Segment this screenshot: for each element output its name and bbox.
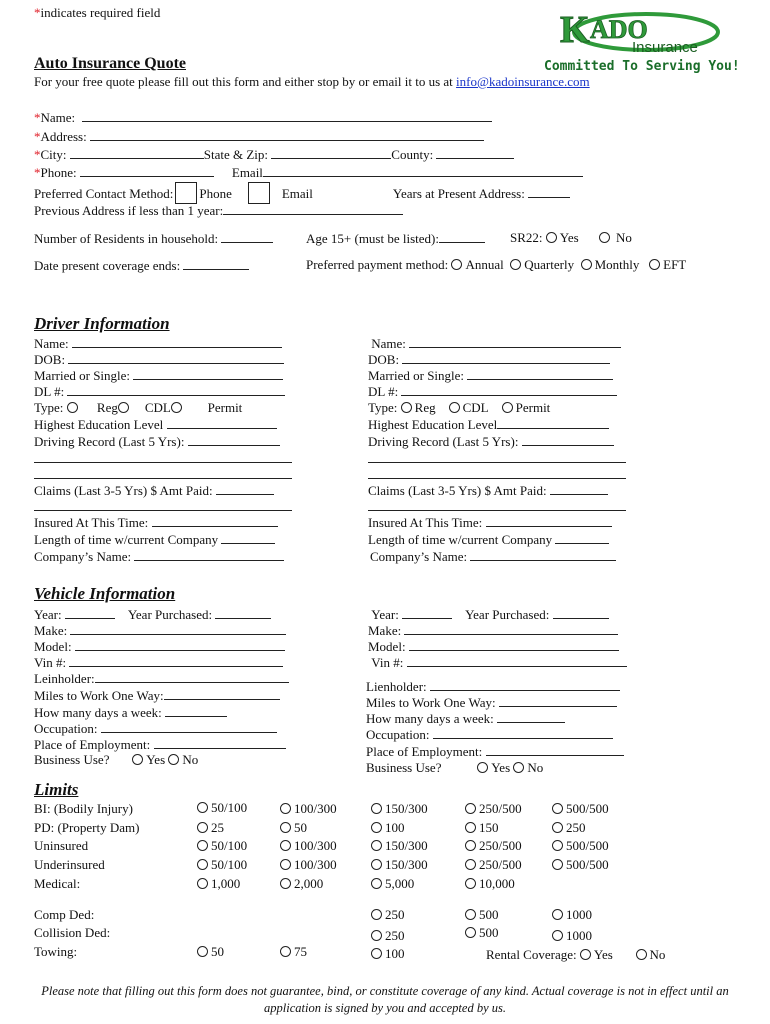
sr22-row: SR22: Yes No [510, 230, 632, 245]
driver2-insured[interactable]: Insured At This Time: [368, 514, 612, 531]
vehicle1-make[interactable]: Make: [34, 622, 286, 639]
vehicle2-lienholder[interactable]: Lienholder: [366, 678, 620, 695]
required-note: *indicates required field [34, 5, 161, 20]
pd-option[interactable]: 150 [465, 820, 499, 836]
medical-label: Medical: [34, 876, 81, 891]
driver2-company[interactable]: Company’s Name: [370, 548, 616, 565]
vehicle1-business: Business Use? Yes No [34, 752, 199, 767]
age15-field[interactable]: Age 15+ (must be listed): [306, 230, 485, 247]
name-field[interactable]: *Name: [34, 109, 492, 126]
driver2-dl[interactable]: DL #: [368, 383, 617, 400]
driver2-name[interactable]: Name: [368, 335, 621, 352]
city-state-zip-county[interactable]: *City: State & Zip: County: [34, 146, 514, 163]
pd-radio[interactable] [371, 822, 382, 833]
underinsured-radio[interactable] [371, 859, 382, 870]
underinsured-option[interactable]: 150/300 [371, 857, 428, 873]
vehicle2-model[interactable]: Model: [368, 638, 619, 655]
phone-email-fields[interactable]: *Phone: Email [34, 164, 583, 181]
quarterly-radio[interactable] [510, 259, 521, 270]
page-title: Auto Insurance Quote [34, 55, 187, 72]
towing-option[interactable]: 75 [280, 944, 307, 960]
monthly-radio[interactable] [581, 259, 592, 270]
underinsured-label: Underinsured [34, 857, 105, 872]
medical-option[interactable]: 5,000 [371, 876, 414, 892]
medical-radio[interactable] [465, 878, 476, 889]
bi-option[interactable]: 250/500 [465, 801, 522, 817]
comp-option[interactable]: 1000 [552, 907, 592, 923]
underinsured-option[interactable]: 50/100 [197, 857, 247, 873]
driver1-reg-radio[interactable] [67, 402, 78, 413]
uninsured-option[interactable]: 50/100 [197, 838, 247, 854]
rental-coverage-row: Rental Coverage: Yes No [486, 947, 666, 962]
vehicle1-lienholder[interactable]: Leinholder: [34, 670, 289, 687]
medical-radio[interactable] [371, 878, 382, 889]
uninsured-option[interactable]: 500/500 [552, 838, 609, 854]
pd-option[interactable]: 250 [552, 820, 586, 836]
pd-radio[interactable] [197, 822, 208, 833]
driver1-name[interactable]: Name: [34, 335, 282, 352]
medical-radio[interactable] [280, 878, 291, 889]
coverage-ends-field[interactable]: Date present coverage ends: [34, 257, 249, 274]
underinsured-option[interactable]: 100/300 [280, 857, 337, 873]
bi-radio[interactable] [197, 802, 208, 813]
driver2-cdl-radio[interactable] [449, 402, 460, 413]
pd-option[interactable]: 50 [280, 820, 307, 836]
vehicle2-business-no-radio[interactable] [513, 762, 524, 773]
driver2-record[interactable]: Driving Record (Last 5 Yrs): [368, 433, 614, 450]
underinsured-radio[interactable] [552, 859, 563, 870]
vehicle1-miles[interactable]: Miles to Work One Way: [34, 687, 280, 704]
comp-radio[interactable] [552, 909, 563, 920]
previous-address-field[interactable]: Previous Address if less than 1 year: [34, 202, 403, 219]
driver1-dl[interactable]: DL #: [34, 383, 285, 400]
bi-radio[interactable] [280, 803, 291, 814]
pd-option[interactable]: 25 [197, 820, 224, 836]
bi-label: BI: (Bodily Injury) [34, 801, 133, 816]
sr22-yes-radio[interactable] [546, 232, 557, 243]
towing-option[interactable]: 50 [197, 944, 224, 960]
pd-radio[interactable] [465, 822, 476, 833]
driver2-length[interactable]: Length of time w/current Company [368, 531, 609, 548]
vehicle1-days[interactable]: How many days a week: [34, 704, 227, 721]
underinsured-option[interactable]: 250/500 [465, 857, 522, 873]
driver2-claims[interactable]: Claims (Last 3-5 Yrs) $ Amt Paid: [368, 482, 608, 499]
address-field[interactable]: *Address: [34, 128, 484, 145]
driver1-claims-line[interactable] [34, 498, 292, 515]
driver-section-title: Driver Information [34, 314, 170, 333]
vehicle2-make[interactable]: Make: [368, 622, 618, 639]
driver1-record-line1[interactable] [34, 450, 292, 467]
medical-option[interactable]: 2,000 [280, 876, 323, 892]
uninsured-option[interactable]: 100/300 [280, 838, 337, 854]
pd-radio[interactable] [552, 822, 563, 833]
collision-radio[interactable] [552, 930, 563, 941]
bi-option[interactable]: 100/300 [280, 801, 337, 817]
vehicle1-vin[interactable]: Vin #: [34, 654, 283, 671]
residents-field[interactable]: Number of Residents in household: [34, 230, 273, 247]
medical-option[interactable]: 10,000 [465, 876, 515, 892]
driver1-record-line2[interactable] [34, 466, 292, 483]
vehicle1-business-yes-radio[interactable] [132, 754, 143, 765]
svg-text:Insurance: Insurance [632, 39, 698, 56]
rental-yes-radio[interactable] [580, 949, 591, 960]
intro-text: For your free quote please fill out this form and either stop by or email it to us at info@kadoinsurance.com [34, 74, 590, 89]
vehicle2-vin[interactable]: Vin #: [368, 654, 627, 671]
bi-radio[interactable] [371, 803, 382, 814]
uninsured-radio[interactable] [465, 840, 476, 851]
driver1-type: Type: Reg CDL Permit [34, 400, 243, 415]
vehicle1-model[interactable]: Model: [34, 638, 285, 655]
comp-radio[interactable] [371, 909, 382, 920]
vehicle1-business-no-radio[interactable] [168, 754, 179, 765]
towing-label: Towing: [34, 944, 78, 959]
driver1-permit-radio[interactable] [171, 402, 182, 413]
kado-logo [540, 4, 740, 74]
contact-method-row: Preferred Contact Method: Phone Email Years at Present Address: [34, 182, 570, 204]
vehicle1-employment[interactable]: Place of Employment: [34, 736, 286, 753]
bi-option[interactable]: 500/500 [552, 801, 609, 817]
underinsured-option[interactable]: 500/500 [552, 857, 609, 873]
collision-option[interactable]: 250 [371, 928, 405, 944]
towing-radio[interactable] [197, 946, 208, 957]
uninsured-option[interactable]: 150/300 [371, 838, 428, 854]
medical-radio[interactable] [197, 878, 208, 889]
comp-option[interactable]: 500 [465, 907, 499, 923]
driver1-dob[interactable]: DOB: [34, 351, 284, 368]
bi-option[interactable]: 150/300 [371, 801, 428, 817]
uninsured-radio[interactable] [552, 840, 563, 851]
driver2-reg-radio[interactable] [401, 402, 412, 413]
towing-radio[interactable] [280, 946, 291, 957]
payment-method-row: Preferred payment method: Annual Quarterly Monthly EFT [306, 257, 687, 272]
underinsured-radio[interactable] [197, 859, 208, 870]
uninsured-radio[interactable] [197, 840, 208, 851]
email-checkbox[interactable] [248, 182, 270, 204]
vehicle2-business-yes-radio[interactable] [477, 762, 488, 773]
limits-section-title: Limits [34, 780, 79, 799]
towing-option[interactable]: 100 [371, 946, 405, 962]
uninsured-radio[interactable] [371, 840, 382, 851]
comp-option[interactable]: 250 [371, 907, 405, 923]
driver1-education[interactable]: Highest Education Level [34, 416, 277, 433]
underinsured-radio[interactable] [280, 859, 291, 870]
collision-option[interactable]: 500 [465, 925, 499, 941]
pd-option[interactable]: 100 [371, 820, 405, 836]
driver1-record[interactable]: Driving Record (Last 5 Yrs): [34, 433, 280, 450]
collision-radio[interactable] [371, 930, 382, 941]
collision-radio[interactable] [465, 927, 476, 938]
svg-text:ADO: ADO [590, 15, 648, 44]
email-link[interactable]: info@kadoinsurance.com [456, 74, 590, 89]
driver1-claims[interactable]: Claims (Last 3-5 Yrs) $ Amt Paid: [34, 482, 274, 499]
rental-no-radio[interactable] [636, 949, 647, 960]
driver1-cdl-radio[interactable] [118, 402, 129, 413]
towing-radio[interactable] [371, 948, 382, 959]
svg-text:Committed To Serving You!: Committed To Serving You! [544, 59, 740, 74]
comp-label: Comp Ded: [34, 907, 95, 922]
bi-radio[interactable] [465, 803, 476, 814]
vehicle2-year[interactable]: Year: Year Purchased: [368, 606, 609, 623]
uninsured-radio[interactable] [280, 840, 291, 851]
vehicle2-days[interactable]: How many days a week: [366, 710, 565, 727]
uninsured-label: Uninsured [34, 838, 89, 853]
vehicle2-occupation[interactable]: Occupation: [366, 726, 613, 743]
sr22-no-radio[interactable] [599, 232, 610, 243]
driver2-education[interactable]: Highest Education Level [368, 416, 609, 433]
collision-option[interactable]: 1000 [552, 928, 592, 944]
driver2-record-line1[interactable] [368, 450, 626, 467]
driver1-insured[interactable]: Insured At This Time: [34, 514, 278, 531]
uninsured-option[interactable]: 250/500 [465, 838, 522, 854]
driver2-type: Type: Reg CDL Permit [368, 400, 551, 415]
vehicle2-miles[interactable]: Miles to Work One Way: [366, 694, 617, 711]
vehicle1-occupation[interactable]: Occupation: [34, 720, 277, 737]
driver2-permit-radio[interactable] [502, 402, 513, 413]
bi-radio[interactable] [552, 803, 563, 814]
disclaimer-note: Please note that filling out this form does not guarantee, bind, or constitute coverage of any kind. Actual coverage is not in effect until an application is signed by you and accepted by us. [41, 984, 729, 1015]
collision-label: Collision Ded: [34, 925, 111, 940]
pd-label: PD: (Property Dam) [34, 820, 140, 835]
vehicle1-year[interactable]: Year: Year Purchased: [34, 606, 271, 623]
bi-option[interactable]: 50/100 [197, 800, 247, 816]
driver2-claims-line[interactable] [368, 498, 626, 515]
annual-radio[interactable] [451, 259, 462, 270]
underinsured-radio[interactable] [465, 859, 476, 870]
vehicle2-employment[interactable]: Place of Employment: [366, 743, 624, 760]
driver2-married[interactable]: Married or Single: [368, 367, 613, 384]
vehicle-section-title: Vehicle Information [34, 584, 176, 603]
driver1-married[interactable]: Married or Single: [34, 367, 283, 384]
vehicle2-business: Business Use? Yes No [366, 760, 544, 775]
medical-option[interactable]: 1,000 [197, 876, 240, 892]
driver2-record-line2[interactable] [368, 466, 626, 483]
driver1-length[interactable]: Length of time w/current Company [34, 531, 275, 548]
comp-radio[interactable] [465, 909, 476, 920]
driver2-dob[interactable]: DOB: [368, 351, 610, 368]
pd-radio[interactable] [280, 822, 291, 833]
eft-radio[interactable] [649, 259, 660, 270]
svg-text:K: K [560, 9, 590, 51]
driver1-company[interactable]: Company’s Name: [34, 548, 284, 565]
phone-checkbox[interactable] [175, 182, 197, 204]
